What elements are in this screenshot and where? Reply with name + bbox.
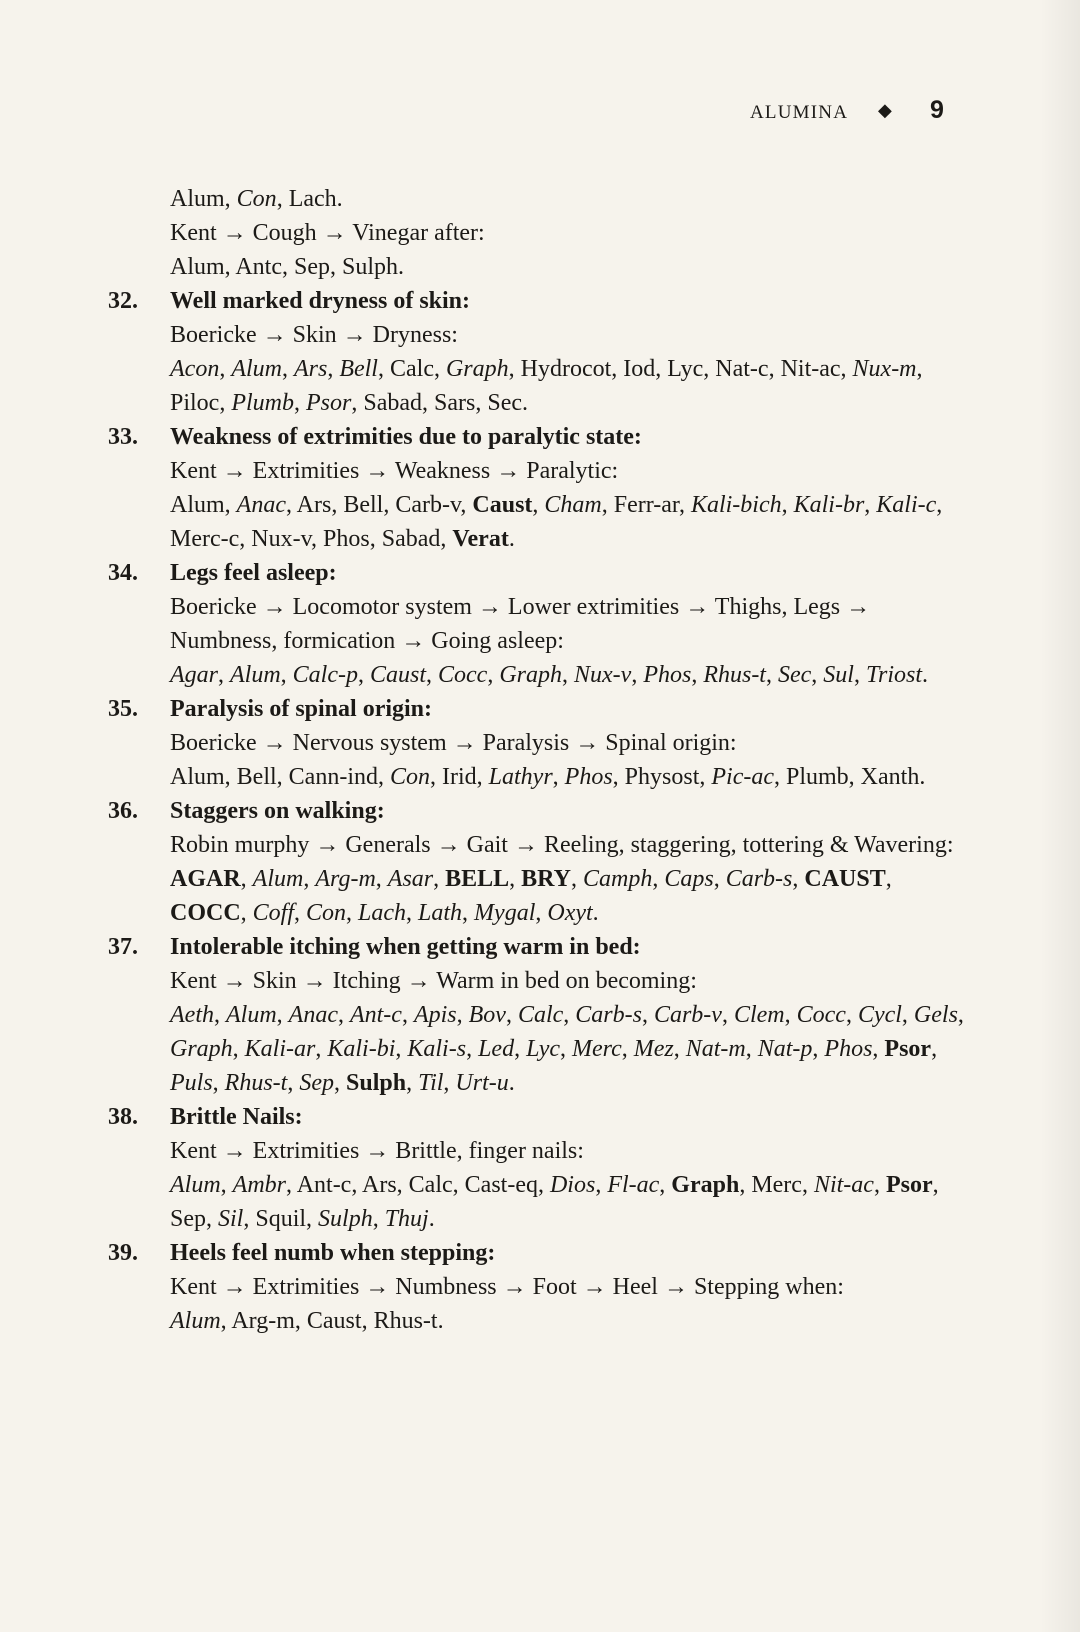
remedy-text: Nux-m xyxy=(852,356,917,382)
remedy-text: Alum xyxy=(225,1002,277,1028)
remedy-text: . xyxy=(592,900,599,926)
remedy-text: Con xyxy=(389,764,430,790)
remedy-list xyxy=(108,1304,968,1338)
rubric-entry xyxy=(108,930,968,1100)
remedy-text: , Physost, xyxy=(612,764,712,790)
remedy-text: Clem xyxy=(733,1002,785,1028)
remedy-text: Alum xyxy=(170,1172,221,1198)
remedy-text: , xyxy=(280,662,293,688)
page-body xyxy=(108,182,968,1338)
repertory-path: Boericke → Locomotor system → Lower extrimities → Thighs, Legs → Numbness, formication → Going asleep: xyxy=(170,594,871,654)
remedy-text: Mez xyxy=(633,1036,674,1062)
rubric-entry xyxy=(108,1100,968,1236)
remedy-text: BELL xyxy=(445,866,510,892)
remedy-list xyxy=(108,658,968,692)
remedy-text: , Sep, xyxy=(170,1172,939,1232)
remedy-text: Sec xyxy=(777,662,812,688)
remedy-text: Bell xyxy=(339,356,378,382)
remedy-text: Apis xyxy=(413,1002,457,1028)
carryover-line xyxy=(108,182,968,216)
remedy-text: Oxyt xyxy=(547,900,593,926)
remedy-text: Ambr xyxy=(232,1172,287,1198)
remedy-text: Alum xyxy=(170,1308,221,1334)
remedy-text: CAUST xyxy=(804,866,886,892)
remedy-text: BRY xyxy=(521,866,571,892)
remedy-text: Dios xyxy=(549,1172,596,1198)
remedy-text: Graph xyxy=(170,1036,233,1062)
remedy-text: , xyxy=(358,662,370,688)
remedy-text: , xyxy=(885,866,892,892)
remedy-text: , xyxy=(462,900,475,926)
remedy-text: , xyxy=(673,1036,686,1062)
remedy-text: , xyxy=(220,1172,233,1198)
remedy-text: Rhus-t xyxy=(703,662,766,688)
remedy-text: , xyxy=(659,1172,672,1198)
carryover-line xyxy=(108,250,968,284)
remedy-text: , xyxy=(505,1002,518,1028)
remedy-text: , xyxy=(401,1002,414,1028)
remedy-text: , xyxy=(853,662,866,688)
remedy-text: Cham xyxy=(544,492,602,518)
remedy-text: Cocc xyxy=(796,1002,846,1028)
entry-title: Legs feel asleep: xyxy=(170,560,337,586)
remedy-text: Alum xyxy=(252,866,304,892)
remedy-text: , xyxy=(281,356,294,382)
remedy-text: , xyxy=(487,662,500,688)
remedy-text: , xyxy=(240,900,253,926)
remedy-text: , xyxy=(781,492,794,518)
entry-number: 37. xyxy=(108,934,138,960)
entry-number: 32. xyxy=(108,288,138,314)
remedy-text: Carb-v xyxy=(653,1002,722,1028)
entry-number: 36. xyxy=(108,798,138,824)
rubric-entry xyxy=(108,1236,968,1338)
remedy-text: , xyxy=(901,1002,914,1028)
remedy-text: , xyxy=(552,764,565,790)
remedy-text: Alum xyxy=(231,356,282,382)
rubric-entry xyxy=(108,556,968,692)
remedy-text: Lyc xyxy=(526,1036,560,1062)
remedy-text: , Arg-m, Caust, Rhus-t. xyxy=(220,1308,444,1334)
remedy-list xyxy=(108,760,968,794)
running-title: ALUMINA xyxy=(750,102,849,123)
remedy-text: Calc xyxy=(517,1002,564,1028)
remedy-text: Nit-ac xyxy=(813,1172,874,1198)
diamond-icon: ◆ xyxy=(878,100,894,120)
remedy-text: Agar xyxy=(170,662,218,688)
remedy-text: Anac xyxy=(288,1002,338,1028)
remedy-text: Kent → Cough → Vinegar after: xyxy=(170,220,485,246)
remedy-text: Nat-m xyxy=(685,1036,746,1062)
remedy-text: , Ars, Bell, Carb-v, xyxy=(285,492,473,518)
remedy-text: Lath xyxy=(418,900,463,926)
remedy-text: Coff xyxy=(252,900,295,926)
remedy-text: , xyxy=(845,1002,858,1028)
remedy-text: , xyxy=(372,1206,385,1232)
remedy-text: , xyxy=(212,1070,225,1096)
remedy-text: Alum, Antc, Sep, Sulph. xyxy=(170,254,405,280)
remedy-text: , Merc-c, Nux-v, Phos, Sabad, xyxy=(170,492,943,552)
entry-title: Paralysis of spinal origin: xyxy=(170,696,433,722)
remedy-text: Kali-bi xyxy=(327,1036,396,1062)
remedy-text: , xyxy=(621,1036,634,1062)
remedy-text: , xyxy=(232,1036,245,1062)
entry-number: 39. xyxy=(108,1240,138,1266)
remedy-text: , xyxy=(560,1036,572,1062)
remedy-text: , xyxy=(532,492,545,518)
remedy-text: , xyxy=(535,900,548,926)
repertory-path: Boericke → Skin → Dryness: xyxy=(170,322,458,348)
remedy-text: , xyxy=(721,1002,734,1028)
rubric-entry xyxy=(108,420,968,556)
remedy-text: Asar xyxy=(387,866,434,892)
remedy-text: Graph xyxy=(671,1172,740,1198)
remedy-text: Rhus-t xyxy=(224,1070,288,1096)
repertory-path: Kent → Skin → Itching → Warm in bed on becoming: xyxy=(170,968,697,994)
remedy-text: , Ferr-ar, xyxy=(601,492,691,518)
remedy-text: . xyxy=(508,1070,515,1096)
remedy-text: , xyxy=(219,356,232,382)
remedy-text: Urt-u xyxy=(455,1070,509,1096)
remedy-text: , xyxy=(406,1070,419,1096)
remedy-text: , xyxy=(713,866,726,892)
remedy-text: Kali-ar xyxy=(244,1036,316,1062)
remedy-text: Alum, xyxy=(170,492,237,518)
remedy-text: , Ant-c, Ars, Calc, Cast-eq, xyxy=(286,1172,550,1198)
remedy-text: , xyxy=(240,866,253,892)
remedy-text: , xyxy=(570,866,583,892)
remedy-text: Puls xyxy=(170,1070,213,1096)
remedy-text: Kali-bich xyxy=(690,492,782,518)
remedy-text: , xyxy=(337,1002,350,1028)
remedy-list xyxy=(108,1168,968,1236)
remedy-text: Pic-ac xyxy=(711,764,774,790)
remedy-text: , xyxy=(514,1036,527,1062)
remedy-text: Kali-s xyxy=(407,1036,467,1062)
remedy-text: , Hydrocot, Iod, Lyc, Nat-c, Nit-ac, xyxy=(508,356,853,382)
remedy-text: Merc xyxy=(572,1036,622,1062)
remedy-text: , xyxy=(346,900,359,926)
remedy-text: AGAR xyxy=(170,866,241,892)
remedy-text: , xyxy=(931,1036,938,1062)
repertory-path: Kent → Extrimities → Numbness → Foot → Heel → Stepping when: xyxy=(170,1274,844,1300)
remedy-text: Kali-c xyxy=(876,492,937,518)
remedy-text: Led xyxy=(478,1036,515,1062)
remedy-text: Caust xyxy=(370,662,427,688)
remedy-text: Anac xyxy=(236,492,286,518)
remedy-text: , Squil, xyxy=(243,1206,319,1232)
remedy-list xyxy=(108,862,968,930)
remedy-text: , xyxy=(652,866,665,892)
remedy-text: , xyxy=(395,1036,408,1062)
page-number: 9 xyxy=(930,96,946,124)
remedy-text: , xyxy=(213,1002,226,1028)
remedy-text: Lach xyxy=(358,900,407,926)
remedy-text: Kali-br xyxy=(793,492,865,518)
remedy-text: Sulph xyxy=(318,1206,373,1232)
remedy-text: Thuj xyxy=(384,1206,429,1232)
remedy-text: Sep xyxy=(299,1070,334,1096)
running-header xyxy=(740,98,950,128)
entry-number: 35. xyxy=(108,696,138,722)
remedy-text: , xyxy=(641,1002,654,1028)
entry-number: 33. xyxy=(108,424,138,450)
remedy-text: , xyxy=(315,1036,328,1062)
remedy-text: Verat xyxy=(452,526,509,552)
remedy-text: , xyxy=(406,900,419,926)
remedy-text: Phos xyxy=(643,662,692,688)
remedy-text: Phos xyxy=(824,1036,873,1062)
remedy-text: , xyxy=(294,900,307,926)
remedy-text: , xyxy=(218,662,230,688)
remedy-text: , Piloc, xyxy=(170,356,923,416)
remedy-text: Til xyxy=(418,1070,444,1096)
repertory-path: Boericke → Nervous system → Paralysis → Spinal origin: xyxy=(170,730,737,756)
remedy-text: , xyxy=(433,866,446,892)
remedy-text: Lathyr xyxy=(488,764,553,790)
remedy-text: , xyxy=(334,1070,346,1096)
remedy-text: Mygal xyxy=(474,900,536,926)
remedy-text: Sil xyxy=(218,1206,244,1232)
remedy-text: Nux-v xyxy=(574,662,632,688)
remedy-text: , xyxy=(792,866,805,892)
remedy-text: Calc-p xyxy=(292,662,358,688)
remedy-text: Graph xyxy=(499,662,562,688)
repertory-path: Kent → Extrimities → Weakness → Paralytic: xyxy=(170,458,619,484)
remedy-text: Ant-c xyxy=(349,1002,402,1028)
remedy-text: , xyxy=(509,866,522,892)
remedy-text: , xyxy=(327,356,340,382)
remedy-list xyxy=(108,352,968,420)
remedy-text: , xyxy=(784,1002,797,1028)
remedy-text: COCC xyxy=(170,900,241,926)
remedy-text: Gels xyxy=(913,1002,958,1028)
remedy-text: Alum xyxy=(230,662,281,688)
rubric-entry xyxy=(108,284,968,420)
carryover-line xyxy=(108,216,968,250)
remedy-text: , xyxy=(691,662,704,688)
rubric-entry xyxy=(108,692,968,794)
remedy-text: , Lach. xyxy=(276,186,343,212)
carryover-block xyxy=(108,182,968,284)
remedy-text: , xyxy=(957,1002,964,1028)
entry-title: Weakness of extrimities due to paralytic state: xyxy=(170,424,642,450)
remedy-text: , xyxy=(563,1002,576,1028)
remedy-text: , xyxy=(811,662,824,688)
remedy-text: Cocc xyxy=(438,662,488,688)
remedy-list xyxy=(108,488,968,556)
entry-title: Well marked dryness of skin: xyxy=(170,288,471,314)
remedy-list xyxy=(108,998,968,1100)
remedy-text: Camph xyxy=(582,866,653,892)
remedy-text: , xyxy=(765,662,778,688)
entry-number: 34. xyxy=(108,560,138,586)
remedy-text: Bov xyxy=(468,1002,506,1028)
remedy-text: Alum, Bell, Cann-ind, xyxy=(170,764,390,790)
remedy-text: , xyxy=(426,662,439,688)
remedy-text: Fl-ac xyxy=(607,1172,660,1198)
remedy-text: . xyxy=(922,662,929,688)
remedy-text: , xyxy=(562,662,574,688)
remedy-text: , xyxy=(443,1070,456,1096)
remedy-text: , Sabad, Sars, Sec. xyxy=(351,390,528,416)
remedy-text: , Merc, xyxy=(739,1172,814,1198)
remedy-text: , xyxy=(873,1172,886,1198)
remedy-text: , Irid, xyxy=(430,764,489,790)
remedy-text: Sulph xyxy=(346,1070,407,1096)
rubric-entry xyxy=(108,794,968,930)
remedy-text: Con xyxy=(236,186,277,212)
remedy-text: Alum, xyxy=(170,186,237,212)
entry-title: Intolerable itching when getting warm in bed: xyxy=(170,934,641,960)
remedy-text: Caust xyxy=(472,492,533,518)
remedy-text: , xyxy=(872,1036,885,1062)
entry-title: Brittle Nails: xyxy=(170,1104,303,1130)
remedy-text: Phos xyxy=(564,764,613,790)
entry-number: 38. xyxy=(108,1104,138,1130)
remedy-text: , xyxy=(276,1002,289,1028)
remedy-text: , xyxy=(631,662,644,688)
remedy-text: Triost xyxy=(865,662,923,688)
remedy-text: Acon xyxy=(170,356,220,382)
remedy-text: Psor xyxy=(306,390,352,416)
remedy-text: . xyxy=(428,1206,435,1232)
remedy-text: , xyxy=(456,1002,469,1028)
entry-title: Heels feel numb when stepping: xyxy=(170,1240,496,1266)
remedy-text: , xyxy=(812,1036,825,1062)
remedy-text: , xyxy=(466,1036,479,1062)
remedy-text: Ars xyxy=(293,356,328,382)
remedy-text: , xyxy=(864,492,877,518)
remedy-text: Arg-m xyxy=(315,866,376,892)
remedy-text: . xyxy=(508,526,515,552)
remedy-text: , xyxy=(294,390,307,416)
remedy-text: Cycl xyxy=(857,1002,902,1028)
remedy-text: Carb-s xyxy=(575,1002,642,1028)
remedy-text: Graph xyxy=(445,356,509,382)
remedy-text: Carb-s xyxy=(725,866,793,892)
repertory-path: Robin murphy → Generals → Gait → Reeling, staggering, tottering & Wavering: xyxy=(170,832,954,858)
remedy-text: , Plumb, Xanth. xyxy=(774,764,926,790)
remedy-text: , xyxy=(303,866,316,892)
repertory-path: Kent → Extrimities → Brittle, finger nails: xyxy=(170,1138,584,1164)
rubric-list xyxy=(108,284,968,1338)
remedy-text: Nat-p xyxy=(757,1036,813,1062)
page-edge-shadow xyxy=(1040,0,1080,1632)
remedy-text: , xyxy=(595,1172,608,1198)
remedy-text: , xyxy=(375,866,388,892)
remedy-text: Psor xyxy=(885,1172,933,1198)
remedy-text: Con xyxy=(306,900,347,926)
entry-title: Staggers on walking: xyxy=(170,798,385,824)
remedy-text: , xyxy=(745,1036,758,1062)
remedy-text: Psor xyxy=(884,1036,932,1062)
remedy-text: Aeth xyxy=(170,1002,214,1028)
remedy-text: , Calc, xyxy=(377,356,446,382)
remedy-text: Caps xyxy=(664,866,714,892)
remedy-text: Plumb xyxy=(231,390,295,416)
remedy-text: Sul xyxy=(823,662,854,688)
remedy-text: , xyxy=(287,1070,300,1096)
